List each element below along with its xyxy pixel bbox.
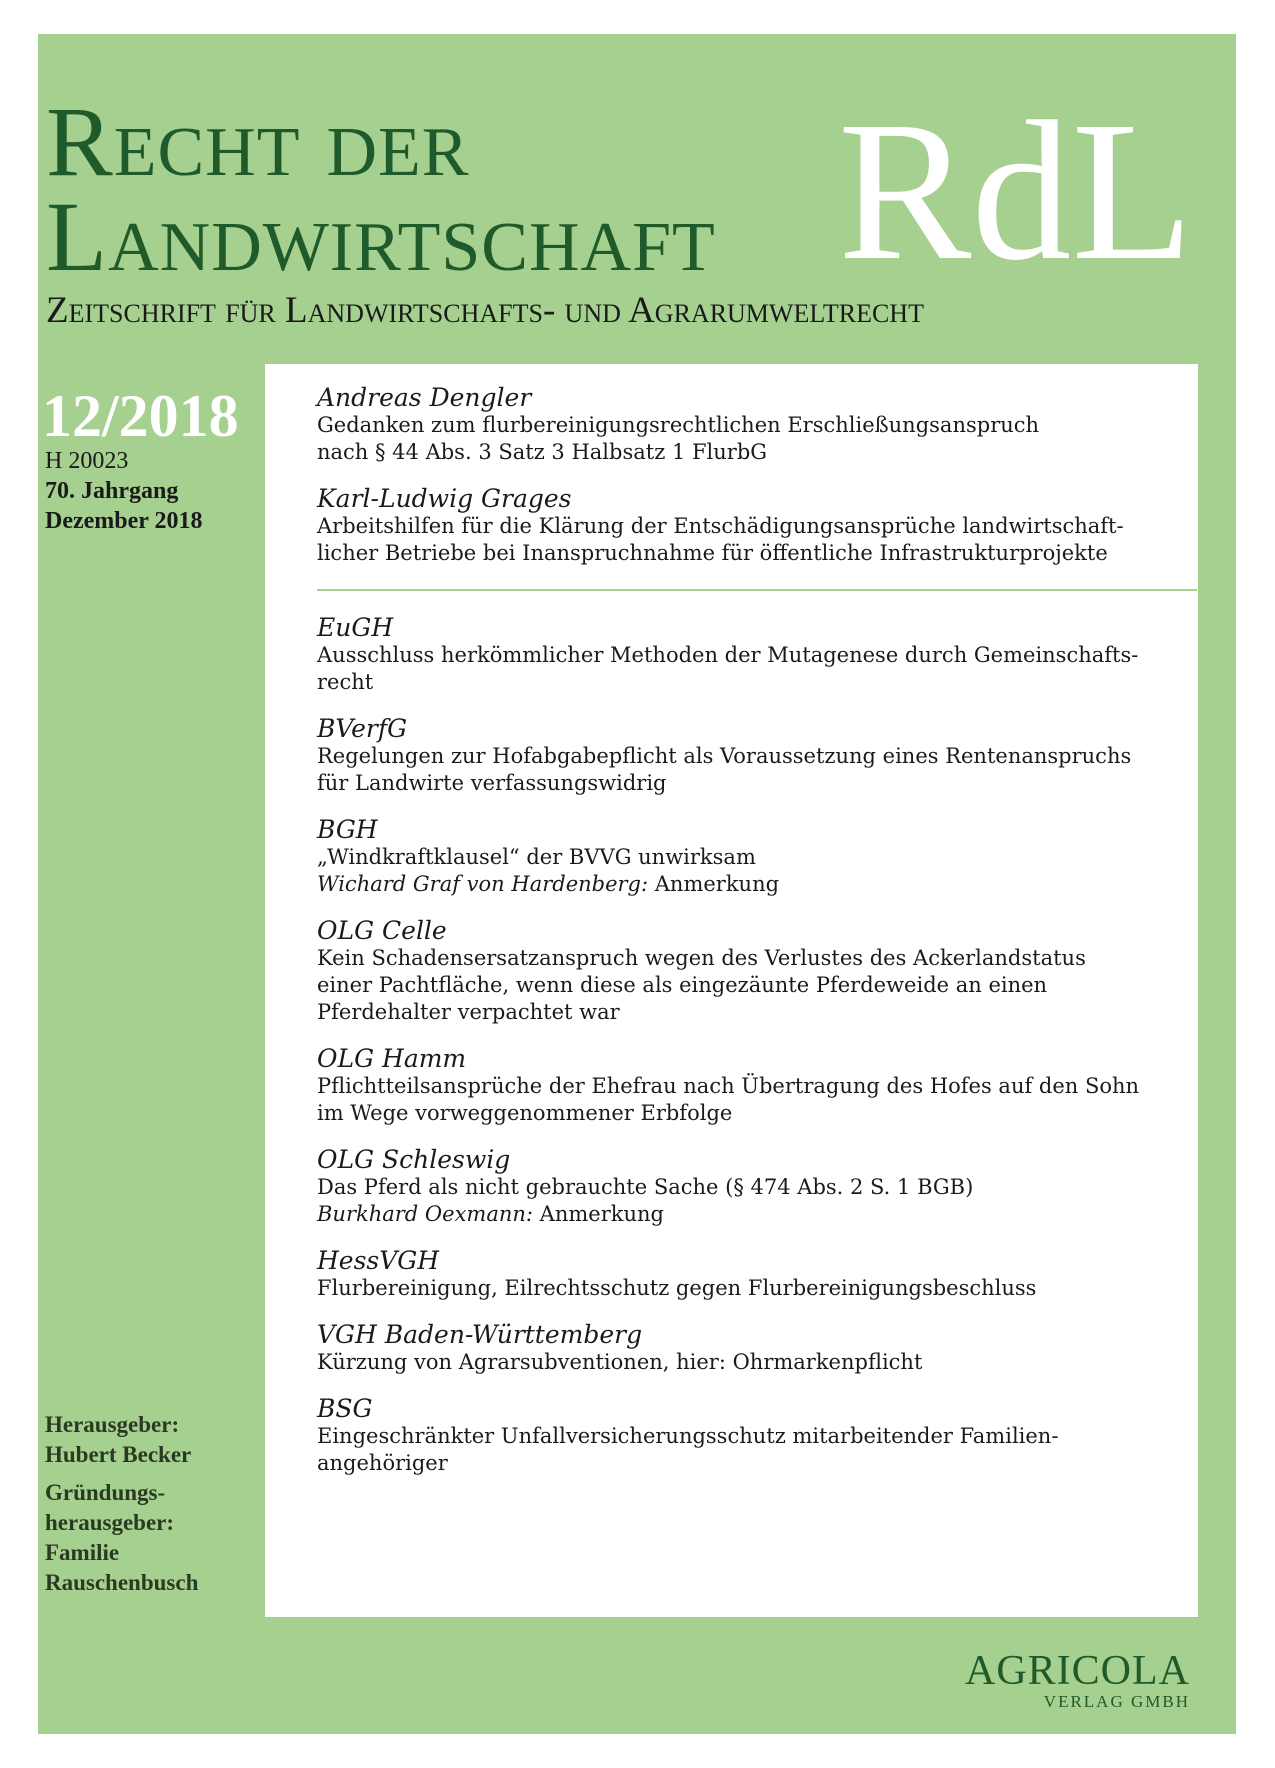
entry-title-line: licher Betriebe bei Inanspruchnahme für öffentliche Infrastrukturprojekte: [317, 541, 1108, 565]
commentary-line: [317, 871, 1177, 898]
entry-title-line: Eingeschränkter Unfallversicherungsschutz mitarbeitender Familien-: [317, 1424, 1059, 1448]
entry-title-line: angehöriger: [317, 1451, 448, 1475]
issue-volume: 70. Jahrgang: [45, 478, 179, 504]
court-name: BGH: [317, 815, 378, 844]
entry-title-line: „Windkraftklausel“ der BVVG unwirksam: [317, 845, 756, 869]
journal-logo: RdL: [838, 81, 1194, 302]
editor-name: Hubert Becker: [45, 1442, 192, 1467]
court-name: OLG Celle: [317, 916, 447, 945]
issue-date: Dezember 2018: [45, 508, 203, 534]
publisher-logo: [943, 1650, 1190, 1712]
founders-label-2: herausgeber:: [45, 1510, 175, 1535]
commentary-author: Burkhard Oexmann:: [317, 1202, 533, 1226]
publisher-subtitle: VERLAG GMBH: [1043, 1692, 1190, 1711]
journal-title-line1: Recht der: [46, 86, 470, 197]
editors-block: [45, 1410, 198, 1598]
court-name: OLG Hamm: [317, 1044, 467, 1073]
list-item: [317, 1044, 1177, 1127]
list-item: [317, 613, 1177, 696]
entry-title-line: Das Pferd als nicht gebrauchte Sache (§ 474 Abs. 2 S. 1 BGB): [317, 1175, 974, 1199]
commentary-label: Anmerkung: [539, 1202, 664, 1226]
article-author: Karl-Ludwig Grages: [317, 484, 572, 513]
list-item: [317, 484, 1177, 567]
court-name: BSG: [317, 1394, 373, 1423]
list-item: [317, 1246, 1177, 1302]
list-item: [317, 916, 1177, 1026]
entry-title-line: Kürzung von Agrarsubventionen, hier: Ohrmarkenpflicht: [317, 1350, 923, 1374]
entry-title-line: nach § 44 Abs. 3 Satz 3 Halbsatz 1 FlurbG: [317, 440, 768, 464]
commentary-author: Wichard Graf von Hardenberg:: [317, 872, 649, 896]
founders-name-1: Familie: [45, 1540, 120, 1565]
editor-label: Herausgeber:: [45, 1412, 180, 1437]
commentary-label: Anmerkung: [654, 872, 780, 896]
list-item: [317, 1320, 1177, 1376]
court-name: EuGH: [317, 613, 394, 642]
court-name: BVerfG: [317, 714, 408, 743]
entry-title-line: Flurbereinigung, Eilrechtsschutz gegen Flurbereinigungsbeschluss: [317, 1276, 1037, 1300]
issue-number: 12/2018: [42, 383, 239, 449]
court-name: VGH Baden-Württemberg: [317, 1320, 643, 1349]
entry-title-line: Gedanken zum flurbereinigungsrechtlichen Erschließungsanspruch: [317, 413, 1040, 437]
entry-title-line: Pferdehalter verpachtet war: [317, 1000, 620, 1024]
entry-title-line: Kein Schadensersatzanspruch wegen des Verlustes des Ackerlandstatus: [317, 946, 1086, 970]
article-author: Andreas Dengler: [317, 383, 532, 412]
court-name: HessVGH: [317, 1246, 440, 1275]
founders-name-2: Rauschenbusch: [45, 1570, 199, 1595]
entry-title-line: Arbeitshilfen für die Klärung der Entschädigungsansprüche landwirtschaft-: [317, 514, 1124, 538]
issue-code: H 20023: [45, 448, 129, 474]
journal-subtitle: Zeitschrift für Landwirtschafts- und Agrarumweltrecht: [46, 290, 924, 331]
entry-title-line: Ausschluss herkömmlicher Methoden der Mutagenese durch Gemeinschafts-: [317, 643, 1139, 667]
commentary-line: [317, 1201, 1177, 1228]
entry-title-line: im Wege vorweggenommener Erbfolge: [317, 1101, 733, 1125]
court-name: OLG Schleswig: [317, 1145, 511, 1174]
list-item: [317, 1394, 1177, 1477]
entry-title-line: für Landwirte verfassungswidrig: [317, 771, 667, 795]
journal-title-line2: Landwirtschaft: [46, 181, 716, 292]
contents-divider: [317, 589, 1197, 591]
list-item: [317, 714, 1177, 797]
founders-label-1: Gründungs-: [45, 1480, 166, 1505]
list-item: [317, 815, 1177, 898]
contents-panel: [265, 364, 1198, 1617]
entry-title-line: Pflichtteilsansprüche der Ehefrau nach Übertragung des Hofes auf den Sohn: [317, 1074, 1140, 1098]
entry-title-line: einer Pachtfläche, wenn diese als eingezäunte Pferdeweide an einen: [317, 973, 1048, 997]
entry-title-line: Regelungen zur Hofabgabepflicht als Voraussetzung eines Rentenanspruchs: [317, 744, 1132, 768]
publisher-name: AGRICOLA: [965, 1648, 1190, 1694]
list-item: [317, 1145, 1177, 1228]
list-item: [317, 383, 1177, 466]
entry-title-line: recht: [317, 670, 374, 694]
table-of-contents: [317, 383, 1177, 1495]
